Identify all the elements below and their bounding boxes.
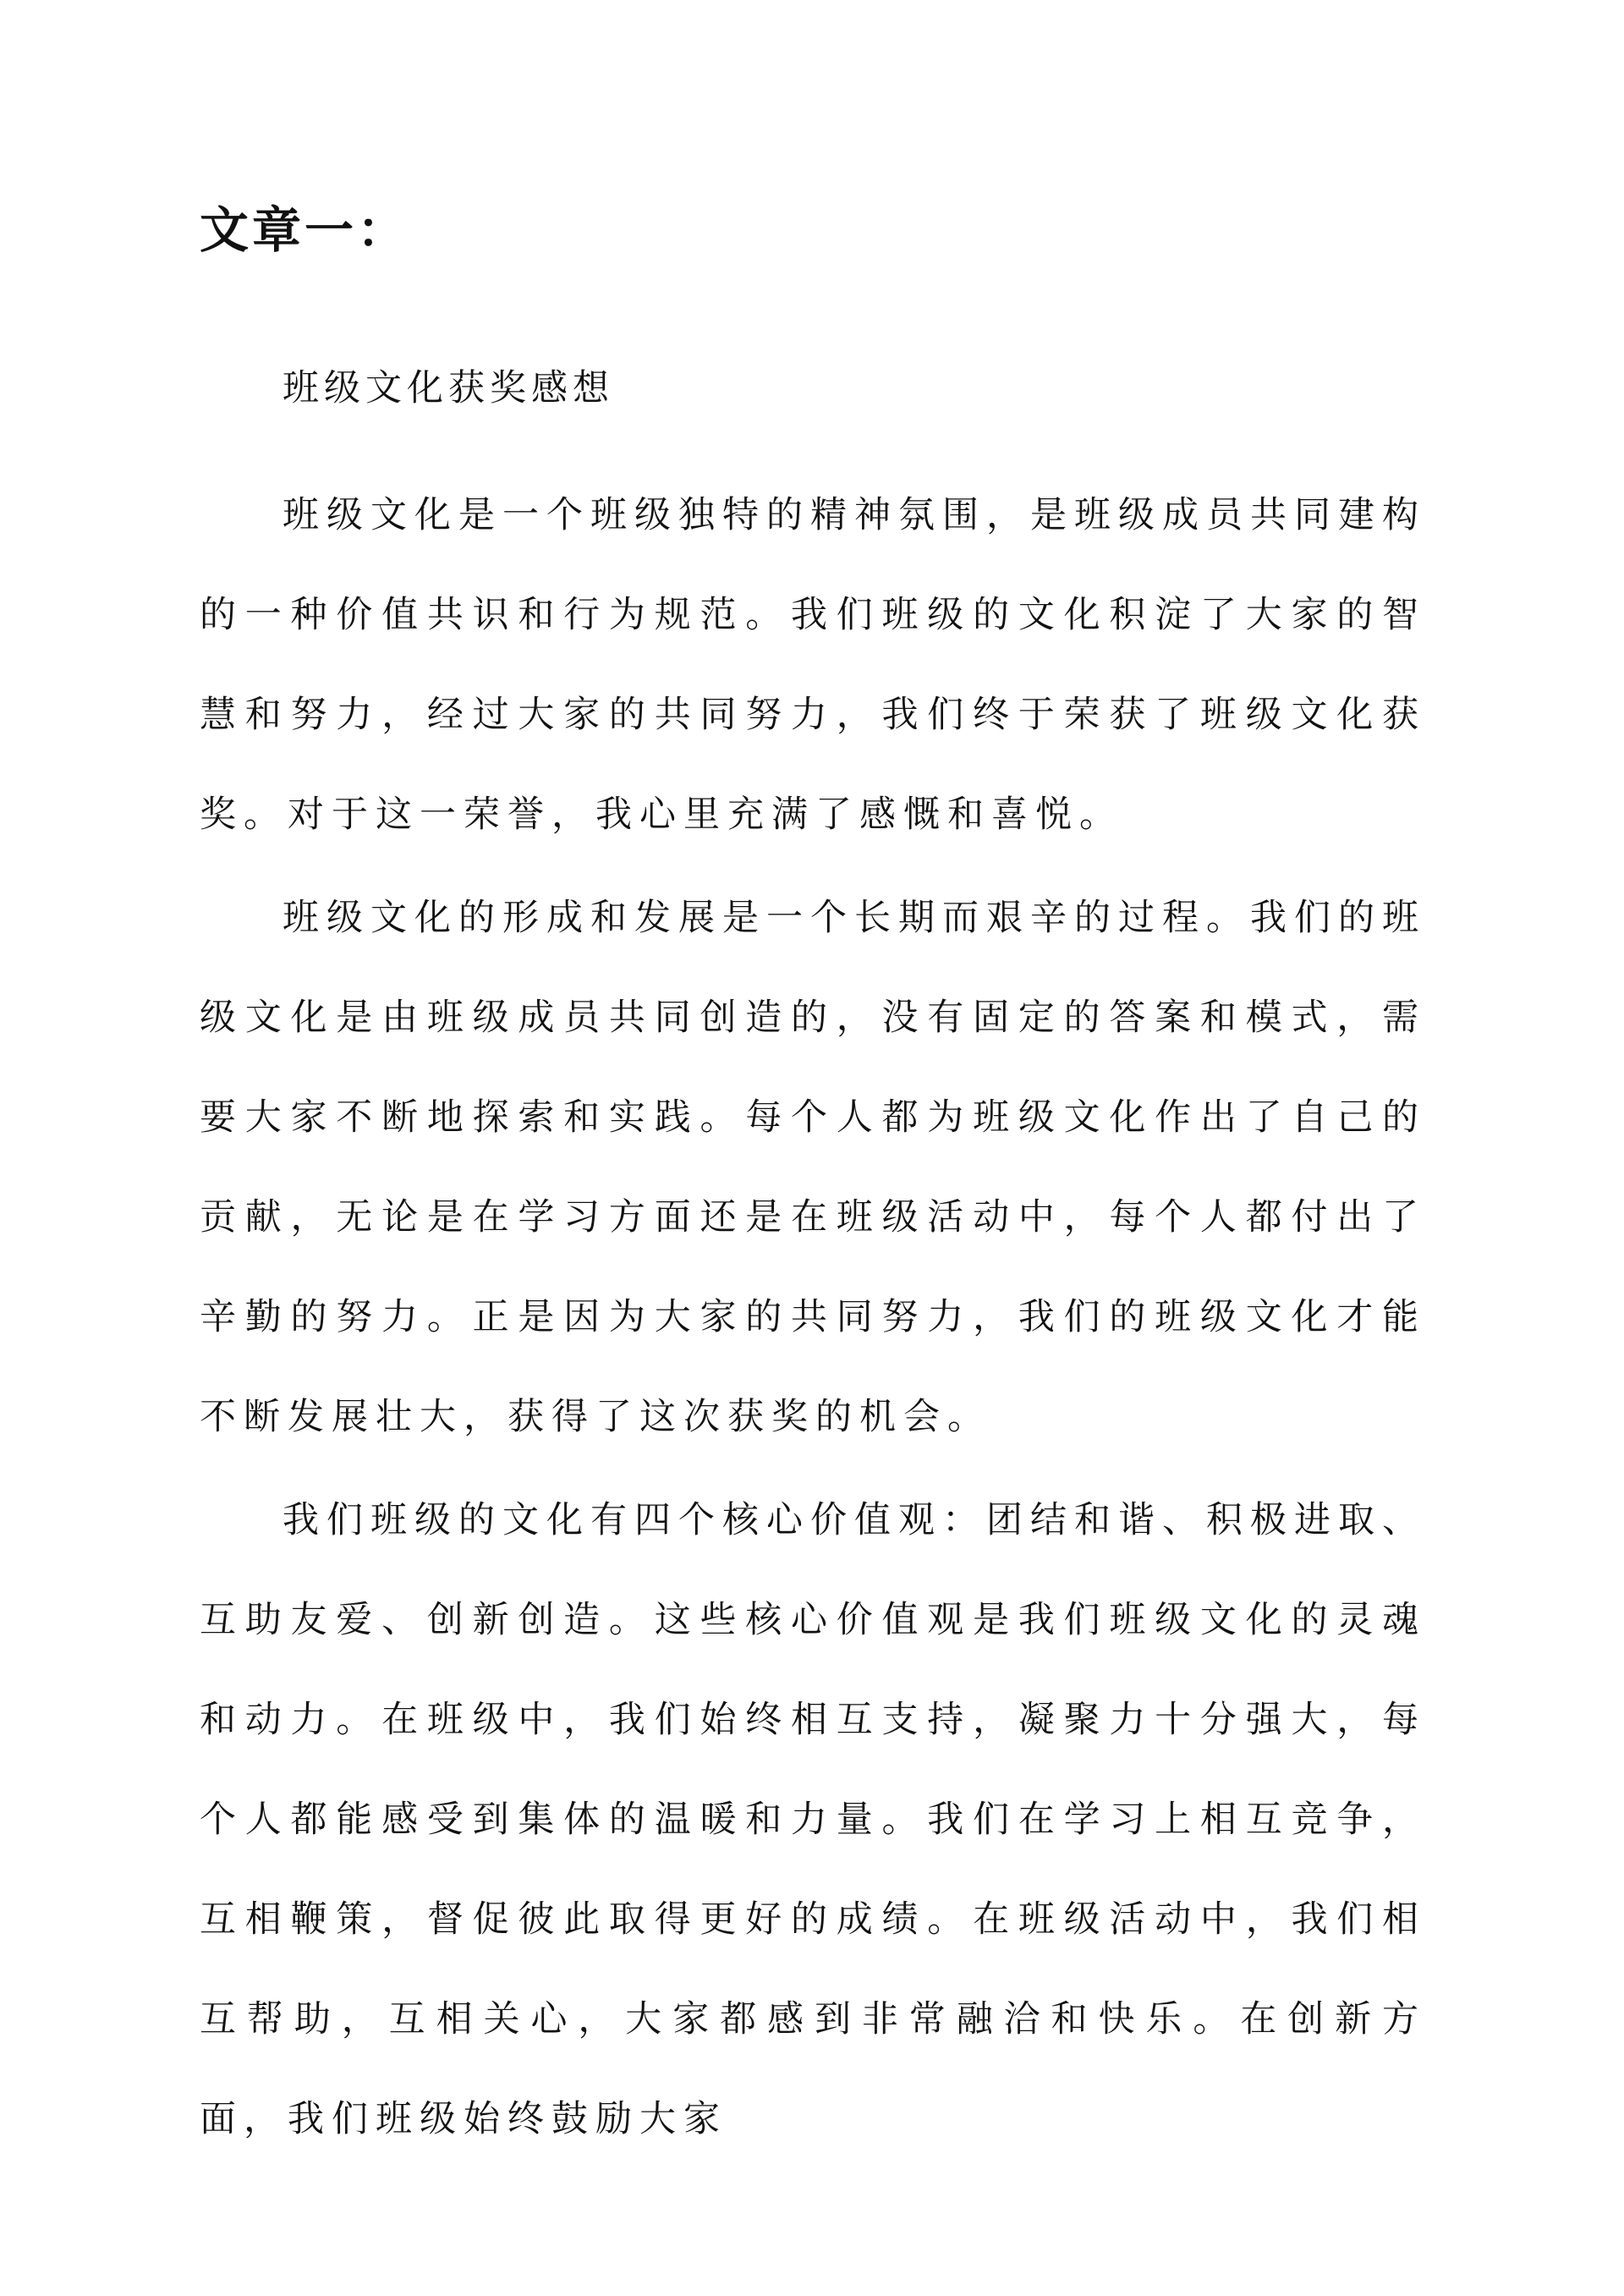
paragraph-3: 我们班级的文化有四个核心价值观：团结和谐、积极进取、互助友爱、创新创造。这些核心价值观是我们班级文化的灵魂和动力。在班级中，我们始终相互支持，凝聚力十分强大，每个人都能感受到集体的温暖和力量。我们在学习上相互竞争，互相鞭策，督促彼此取得更好的成绩。在班级活动中，我们相互帮助，互相关心，大家都感到非常融洽和快乐。在创新方面，我们班级始终鼓励大家 [200,1499,1426,2140]
article-body [200,338,1426,2172]
paragraph-1: 班级文化是一个班级独特的精神氛围，是班级成员共同建构的一种价值共识和行为规范。我们班级的文化积淀了大家的智慧和努力，经过大家的共同努力，我们终于荣获了班级文化获奖。对于这一荣誉，我心里充满了感慨和喜悦。 [200,494,1426,836]
article-heading: 文章一： [200,201,410,259]
article-subtitle: 班级文化获奖感想 [283,367,614,409]
paragraph-2: 班级文化的形成和发展是一个长期而艰辛的过程。我们的班级文化是由班级成员共同创造的，没有固定的答案和模式，需要大家不断地探索和实践。每个人都为班级文化作出了自己的贡献，无论是在学习方面还是在班级活动中，每个人都付出了辛勤的努力。正是因为大家的共同努力，我们的班级文化才能不断发展壮大，获得了这次获奖的机会。 [200,897,1426,1438]
